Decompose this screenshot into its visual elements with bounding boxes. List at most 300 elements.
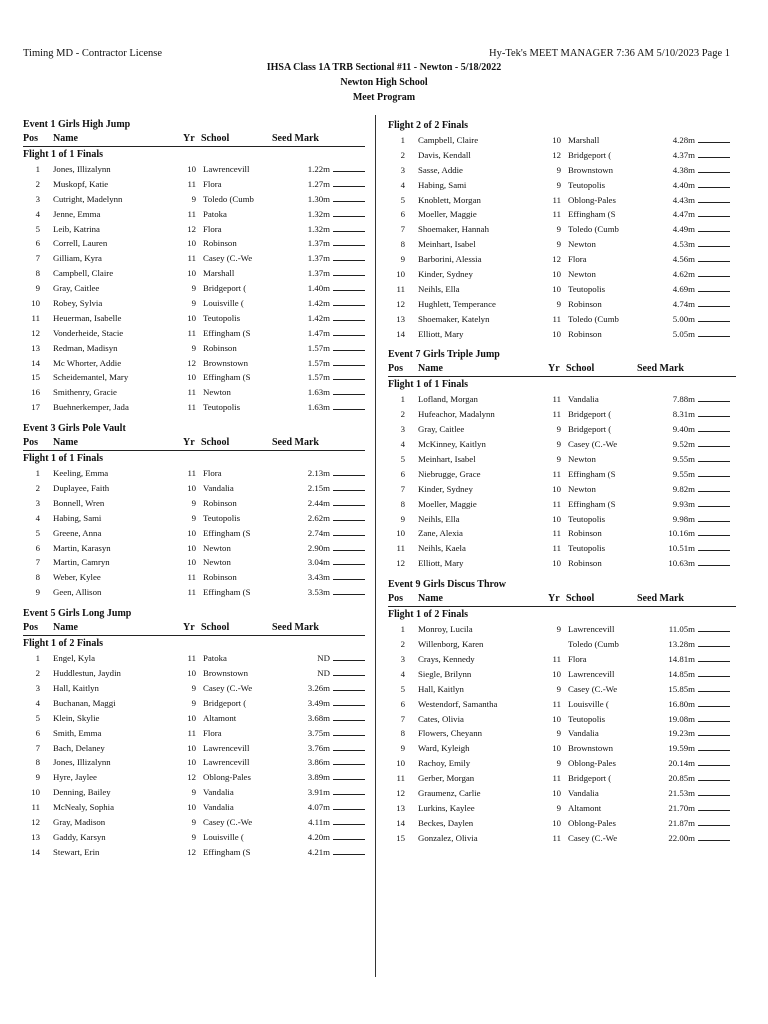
entry-school: Teutopolis	[203, 512, 241, 523]
entry-name: Weber, Kylee	[53, 572, 101, 583]
entry-year: 10	[187, 238, 196, 249]
entry-year: 11	[552, 498, 561, 509]
entry-pos: 13	[31, 342, 40, 353]
entry-name: Lofland, Morgan	[418, 394, 478, 405]
column-header-school: School	[566, 593, 595, 605]
entry-pos: 7	[35, 253, 40, 264]
entry-name: Vonderheide, Stacie	[53, 327, 124, 338]
entry-name: Niebrugge, Grace	[418, 468, 481, 479]
entry-year: 12	[552, 149, 561, 160]
result-blank-line	[333, 496, 365, 506]
entry-row	[23, 341, 365, 356]
entry-year: 9	[556, 424, 561, 435]
entry-year: 9	[191, 193, 196, 204]
entry-school: Newton	[568, 454, 596, 465]
result-blank-line	[333, 526, 365, 536]
entry-school: Brownstown	[203, 357, 248, 368]
entry-pos: 10	[31, 298, 40, 309]
column-header-seed-mark: Seed Mark	[272, 622, 319, 634]
entry-year: 11	[187, 727, 196, 738]
entry-row	[388, 222, 736, 237]
entry-year: 11	[552, 409, 561, 420]
entry-row	[23, 696, 365, 711]
entry-name: Moeller, Maggie	[418, 209, 477, 220]
entry-row	[23, 311, 365, 326]
entry-school: Robinson	[203, 572, 237, 583]
result-blank-line	[698, 512, 730, 522]
entry-year: 10	[187, 527, 196, 538]
result-blank-line	[333, 251, 365, 261]
result-blank-line	[698, 178, 730, 188]
entry-seed-mark: 20.85m	[668, 773, 695, 784]
right-column	[388, 118, 736, 853]
entry-seed-mark: 4.21m	[307, 846, 330, 857]
entry-row	[23, 370, 365, 385]
entry-year: 9	[191, 787, 196, 798]
entry-name: Zane, Alexia	[418, 528, 463, 539]
entry-year: 11	[552, 653, 561, 664]
entry-year: 10	[552, 269, 561, 280]
entry-row	[388, 682, 736, 697]
entry-name: Keeling, Emma	[53, 468, 109, 479]
entry-name: Buehnerkemper, Jada	[53, 402, 129, 413]
entry-name: Campbell, Claire	[418, 135, 479, 145]
entry-row	[23, 770, 365, 785]
entry-school: Lawrencevill	[203, 742, 250, 753]
entry-row	[23, 511, 365, 526]
entry-row	[388, 452, 736, 467]
entry-pos: 12	[31, 816, 40, 827]
entry-seed-mark: 14.85m	[668, 668, 695, 679]
entry-year: 11	[187, 208, 196, 219]
entry-year: 11	[552, 543, 561, 554]
result-blank-line	[698, 282, 730, 292]
result-blank-line	[333, 207, 365, 217]
entry-school: Newton	[203, 557, 231, 568]
entry-seed-mark: 1.40m	[307, 283, 330, 294]
entry-year: 11	[552, 832, 561, 843]
result-blank-line	[333, 311, 365, 321]
entry-row	[388, 312, 736, 327]
entry-pos: 5	[400, 683, 405, 694]
entry-seed-mark: 1.63m	[307, 402, 330, 413]
entry-year: 9	[191, 497, 196, 508]
entry-row	[388, 512, 736, 527]
entry-seed-mark: 2.15m	[307, 483, 330, 494]
entry-row	[23, 570, 365, 585]
entry-name: Hufeachor, Madalynn	[418, 409, 495, 420]
entry-year: 11	[552, 698, 561, 709]
entry-pos: 13	[396, 802, 405, 813]
entry-seed-mark: 9.55m	[672, 454, 695, 465]
result-blank-line	[333, 356, 365, 366]
entry-year: 11	[552, 313, 561, 324]
entry-seed-mark: 13.28m	[668, 639, 695, 650]
entry-seed-mark: 5.00m	[672, 313, 695, 324]
entry-year: 9	[556, 758, 561, 769]
entry-school: Newton	[203, 387, 231, 398]
entry-pos: 4	[35, 208, 40, 219]
entry-seed-mark: 3.49m	[307, 697, 330, 708]
flight-title: Flight 2 of 2 Finals	[388, 120, 469, 131]
result-blank-line	[333, 177, 365, 187]
entry-seed-mark: 14.81m	[668, 653, 695, 664]
entry-row	[23, 281, 365, 296]
column-header-yr: Yr	[183, 622, 195, 634]
entry-seed-mark: 4.40m	[672, 179, 695, 190]
result-blank-line	[698, 771, 730, 781]
entry-year: 11	[552, 528, 561, 539]
entry-school: Flora	[203, 727, 222, 738]
entry-school: Flora	[568, 254, 587, 265]
result-blank-line	[698, 637, 730, 647]
entry-seed-mark: 1.42m	[307, 312, 330, 323]
entry-pos: 11	[31, 802, 40, 813]
result-blank-line	[333, 370, 365, 380]
entry-school: Effingham (S	[203, 527, 251, 538]
entry-row	[23, 526, 365, 541]
entry-seed-mark: 4.37m	[672, 149, 695, 160]
entry-year: 10	[552, 668, 561, 679]
entry-school: Toledo (Cumb	[568, 313, 619, 324]
column-header-school: School	[201, 133, 230, 144]
entry-seed-mark: 19.23m	[668, 728, 695, 739]
entry-year: 10	[552, 483, 561, 494]
entry-year: 10	[552, 743, 561, 754]
entry-pos: 13	[31, 831, 40, 842]
entry-school: Lawrencevill	[568, 624, 615, 635]
header-left: Timing MD - Contractor License	[23, 48, 163, 59]
entry-name: Willenborg, Karen	[418, 639, 484, 650]
entry-seed-mark: 19.08m	[668, 713, 695, 724]
entry-row	[388, 637, 736, 652]
entry-row	[23, 385, 365, 400]
entry-seed-mark: 15.85m	[668, 683, 695, 694]
entry-seed-mark: 21.87m	[668, 817, 695, 828]
entry-school: Effingham (S	[568, 209, 616, 220]
entry-year: 11	[187, 402, 196, 413]
entry-name: Gaddy, Karsyn	[53, 831, 106, 842]
entry-school: Oblong-Pales	[568, 194, 616, 205]
column-header-yr: Yr	[183, 133, 195, 144]
entry-pos: 2	[400, 149, 405, 160]
entry-name: Muskopf, Katie	[53, 178, 109, 189]
entry-pos: 2	[400, 409, 405, 420]
entry-pos: 6	[400, 468, 405, 479]
entry-row	[388, 267, 736, 282]
entry-year: 10	[187, 712, 196, 723]
entry-seed-mark: 4.53m	[672, 239, 695, 250]
entry-name: Gilliam, Kyra	[53, 253, 102, 264]
entry-year: 9	[191, 816, 196, 827]
entry-school: Robinson	[568, 328, 602, 339]
entry-year: 9	[556, 683, 561, 694]
entry-year: 9	[556, 179, 561, 190]
entry-seed-mark: 4.20m	[307, 831, 330, 842]
entry-seed-mark: 9.82m	[672, 483, 695, 494]
entry-pos: 9	[35, 587, 40, 598]
entry-seed-mark: 1.57m	[307, 357, 330, 368]
result-blank-line	[698, 741, 730, 751]
entry-name: Bonnell, Wren	[53, 497, 105, 508]
entry-pos: 1	[35, 164, 40, 174]
entry-name: Hall, Kaitlyn	[418, 683, 464, 694]
column-header-seed-mark: Seed Mark	[637, 363, 684, 375]
entry-row	[23, 266, 365, 281]
entry-school: Teutopolis	[568, 543, 606, 554]
entry-school: Vandalia	[568, 787, 599, 798]
entry-pos: 15	[31, 372, 40, 383]
meet-venue: Newton High School	[340, 77, 428, 88]
entry-pos: 7	[35, 742, 40, 753]
entry-row	[388, 482, 736, 497]
entry-pos: 16	[31, 387, 40, 398]
entry-school: Louisville (	[568, 698, 609, 709]
column-header-yr: Yr	[183, 437, 195, 449]
result-blank-line	[333, 830, 365, 840]
entry-seed-mark: 4.62m	[672, 269, 695, 280]
entry-year: 10	[187, 483, 196, 494]
entry-school: Bridgeport (	[568, 773, 612, 784]
entry-row	[388, 467, 736, 482]
entry-school: Oblong-Pales	[203, 772, 251, 783]
entry-seed-mark: 1.37m	[307, 268, 330, 279]
entry-year: 12	[187, 223, 196, 234]
entry-name: Engel, Kyla	[53, 653, 96, 664]
entry-name: Habing, Sami	[418, 179, 467, 190]
entry-pos: 3	[35, 682, 40, 693]
entry-year: 10	[187, 312, 196, 323]
result-blank-line	[698, 526, 730, 536]
column-header-pos: Pos	[388, 363, 403, 375]
entry-school: Lawrencevill	[203, 757, 250, 768]
entry-seed-mark: 4.56m	[672, 254, 695, 265]
entry-school: Casey (C.-We	[568, 439, 618, 450]
entry-year: 9	[556, 802, 561, 813]
entry-school: Teutopolis	[568, 713, 606, 724]
entry-pos: 6	[400, 698, 405, 709]
meet-title: IHSA Class 1A TRB Sectional #11 - Newton - 5/18/2022	[266, 62, 502, 73]
entry-name: Huddlestun, Jaydin	[53, 668, 121, 679]
entry-row	[388, 756, 736, 771]
entry-name: Martin, Karasyn	[53, 542, 111, 553]
result-blank-line	[698, 422, 730, 432]
entry-row	[388, 712, 736, 727]
entry-row	[23, 711, 365, 726]
entry-school: Brownstown	[568, 743, 613, 754]
entry-seed-mark: 20.14m	[668, 758, 695, 769]
column-header-name: Name	[53, 133, 78, 144]
entry-pos: 2	[35, 483, 40, 494]
entry-row	[23, 681, 365, 696]
entry-school: Oblong-Pales	[568, 817, 616, 828]
column-header-row	[388, 592, 736, 607]
entry-name: Moeller, Maggie	[418, 498, 477, 509]
entry-row	[23, 815, 365, 830]
entry-seed-mark: 4.49m	[672, 224, 695, 235]
entry-school: Toledo (Cumb	[203, 193, 254, 204]
entry-year: 9	[556, 239, 561, 250]
entry-row	[388, 407, 736, 422]
entry-school: Bridgeport (	[568, 149, 612, 160]
entry-school: Casey (C.-We	[203, 253, 253, 264]
result-blank-line	[333, 541, 365, 551]
entry-pos: 12	[31, 327, 40, 338]
entry-row	[23, 666, 365, 681]
result-blank-line	[698, 697, 730, 707]
result-blank-line	[333, 785, 365, 795]
entry-name: Flowers, Cheyann	[418, 728, 483, 739]
entry-pos: 1	[400, 624, 405, 635]
entry-name: Gonzalez, Olivia	[418, 832, 478, 843]
entry-year: 9	[191, 831, 196, 842]
entry-pos: 7	[400, 224, 405, 235]
entry-seed-mark: 7.88m	[672, 394, 695, 405]
entry-seed-mark: 11.05m	[668, 624, 695, 635]
entry-row	[23, 207, 365, 222]
entry-pos: 12	[396, 558, 405, 569]
entry-year: 11	[187, 327, 196, 338]
entry-year: 9	[556, 454, 561, 465]
entry-school: Lawrencevill	[203, 164, 250, 174]
entry-school: Effingham (S	[568, 468, 616, 479]
entry-name: McNealy, Sophia	[53, 802, 114, 813]
entry-seed-mark: 4.11m	[308, 816, 330, 827]
column-header-name: Name	[418, 593, 443, 605]
entry-row	[23, 830, 365, 845]
entry-year: 10	[187, 802, 196, 813]
entry-pos: 2	[35, 178, 40, 189]
entry-name: Cutright, Madelynn	[53, 193, 123, 204]
entry-name: Beckes, Daylen	[418, 817, 474, 828]
entry-row	[388, 497, 736, 512]
entry-name: Gray, Madison	[53, 816, 106, 827]
entry-name: Crays, Kennedy	[418, 653, 475, 664]
entry-pos: 14	[31, 846, 40, 857]
entry-row	[388, 622, 736, 637]
entry-name: Meinhart, Isabel	[418, 454, 476, 465]
entry-year: 11	[187, 587, 196, 598]
entry-name: Duplayee, Faith	[53, 483, 110, 494]
result-blank-line	[698, 801, 730, 811]
entry-year: 11	[552, 773, 561, 784]
event-title: Event 1 Girls High Jump	[23, 119, 131, 130]
entry-seed-mark: 1.63m	[307, 387, 330, 398]
entry-name: Monroy, Lucila	[418, 624, 473, 635]
entry-seed-mark: 1.32m	[307, 223, 330, 234]
entry-name: Sasse, Addie	[418, 164, 463, 175]
entry-pos: 17	[31, 402, 40, 413]
entry-year: 9	[556, 224, 561, 235]
entry-pos: 5	[400, 454, 405, 465]
entry-row	[23, 496, 365, 511]
entry-name: Siegle, Brilynn	[418, 668, 472, 679]
entry-row	[23, 541, 365, 556]
entry-year: 10	[187, 164, 196, 174]
entry-name: Jones, Illizalynn	[53, 757, 111, 768]
flight-title: Flight 1 of 1 Finals	[23, 453, 104, 465]
entry-name: Cates, Olivia	[418, 713, 464, 724]
entry-name: Rachoy, Emily	[418, 758, 471, 769]
event-block	[388, 118, 736, 341]
entry-seed-mark: 10.63m	[668, 558, 695, 569]
entry-year: 12	[187, 772, 196, 783]
result-blank-line	[698, 193, 730, 203]
entry-school: Robinson	[568, 298, 602, 309]
entry-seed-mark: 4.47m	[672, 209, 695, 220]
entry-school: Teutopolis	[203, 312, 241, 323]
entry-year: 10	[187, 742, 196, 753]
entry-school: Flora	[568, 653, 587, 664]
entry-school: Patoka	[203, 208, 227, 219]
entry-school: Casey (C.-We	[568, 832, 618, 843]
entry-pos: 1	[35, 653, 40, 664]
entry-year: 11	[552, 209, 561, 220]
entry-seed-mark: 1.42m	[307, 298, 330, 309]
result-blank-line	[698, 482, 730, 492]
entry-row	[388, 801, 736, 816]
entry-year: 11	[552, 194, 561, 205]
entry-seed-mark: 3.91m	[307, 787, 330, 798]
entry-year: 10	[552, 817, 561, 828]
result-blank-line	[698, 148, 730, 158]
entry-school: Vandalia	[568, 394, 599, 405]
entry-name: Geen, Allison	[53, 587, 102, 598]
entry-name: Robey, Sylvia	[53, 298, 103, 309]
entry-row	[23, 236, 365, 251]
meet-program-title: Meet Program	[352, 92, 416, 103]
result-blank-line	[333, 651, 365, 661]
result-blank-line	[333, 696, 365, 706]
entry-name: Elliott, Mary	[418, 558, 464, 569]
entry-pos: 5	[400, 194, 405, 205]
entry-pos: 6	[35, 727, 40, 738]
entry-pos: 7	[400, 713, 405, 724]
entry-school: Effingham (S	[568, 498, 616, 509]
entry-row	[23, 755, 365, 770]
result-blank-line	[698, 392, 730, 402]
result-blank-line	[698, 327, 730, 337]
result-blank-line	[333, 222, 365, 232]
entry-seed-mark: 9.55m	[672, 468, 695, 479]
entry-year: 11	[187, 253, 196, 264]
entry-pos: 3	[35, 193, 40, 204]
entry-name: Westendorf, Samantha	[418, 698, 498, 709]
entry-name: Mc Whorter, Addie	[53, 357, 122, 368]
entry-school: Vandalia	[203, 787, 234, 798]
event-title: Event 5 Girls Long Jump	[23, 608, 132, 620]
entry-row	[388, 556, 736, 571]
flight-title: Flight 1 of 1 Finals	[388, 379, 469, 391]
result-blank-line	[698, 252, 730, 262]
entry-row	[388, 193, 736, 208]
column-header-name: Name	[53, 622, 78, 634]
entry-school: Flora	[203, 223, 222, 234]
entry-pos: 14	[396, 817, 405, 828]
entry-seed-mark: 22.00m	[668, 832, 695, 843]
entry-seed-mark: 3.04m	[307, 557, 330, 568]
entry-row	[388, 207, 736, 222]
entry-name: Barborini, Alessia	[418, 254, 482, 265]
event-block	[23, 607, 365, 859]
column-header-school: School	[566, 363, 595, 375]
entry-school: Newton	[568, 269, 596, 280]
entry-name: Jones, Illizalynn	[53, 164, 111, 174]
entry-row	[23, 845, 365, 860]
entry-seed-mark: 9.98m	[672, 513, 695, 524]
column-header-row	[23, 132, 365, 147]
column-header-row	[388, 362, 736, 377]
